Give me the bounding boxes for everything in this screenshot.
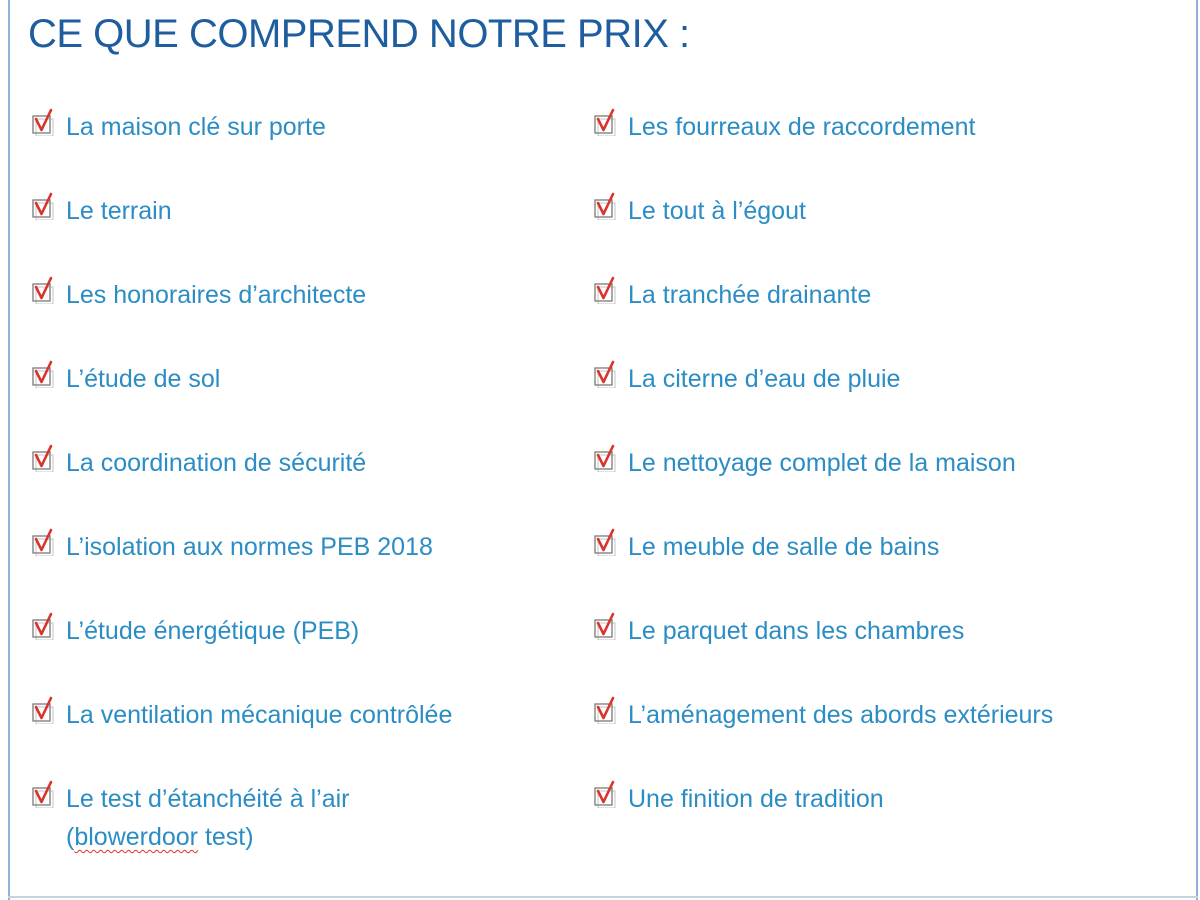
list-item: [592, 608, 1182, 692]
open-parenthesis: (: [66, 823, 75, 851]
checkmark-box-icon: [30, 108, 58, 136]
list-item-label: Le meuble de salle de bains: [628, 533, 940, 561]
checkmark-box-icon: [592, 192, 620, 220]
list-item: [30, 776, 570, 860]
list-item-label: Les fourreaux de raccordement: [628, 113, 976, 141]
list-item-label: L’isolation aux normes PEB 2018: [66, 533, 433, 561]
list-item: [592, 524, 1182, 608]
checkmark-box-icon: [592, 780, 620, 808]
list-item-label: [66, 780, 350, 856]
checkmark-box-icon: [30, 276, 58, 304]
list-item: [592, 104, 1182, 188]
checkmark-box-icon: [30, 444, 58, 472]
list-item: [30, 104, 570, 188]
list-item: [592, 356, 1182, 440]
checkmark-box-icon: [30, 696, 58, 724]
list-item: [592, 440, 1182, 524]
list-item: [30, 356, 570, 440]
slide-border-bottom: [8, 896, 1198, 898]
list-item: [30, 608, 570, 692]
list-item-label: L’aménagement des abords extérieurs: [628, 701, 1054, 729]
list-item: [592, 188, 1182, 272]
list-item-label-rest: test): [198, 823, 254, 851]
checkmark-box-icon: [592, 444, 620, 472]
right-column: [592, 104, 1182, 860]
list-item-label: La coordination de sécurité: [66, 449, 367, 477]
list-item: [30, 272, 570, 356]
list-item: [30, 440, 570, 524]
list-item-label: La ventilation mécanique contrôlée: [66, 701, 453, 729]
slide-border-right: [1196, 0, 1198, 900]
slide-border-left: [8, 0, 10, 900]
list-item-label: L’étude énergétique (PEB): [66, 617, 360, 645]
checkmark-box-icon: [30, 780, 58, 808]
left-column: [30, 104, 570, 860]
checkmark-box-icon: [30, 360, 58, 388]
checkmark-box-icon: [592, 696, 620, 724]
list-item: [592, 692, 1182, 776]
spellcheck-word: blowerdoor: [74, 823, 199, 851]
checkmark-box-icon: [30, 192, 58, 220]
list-item-label: Le terrain: [66, 197, 172, 225]
list-item: [592, 272, 1182, 356]
list-item-label: L’étude de sol: [66, 365, 221, 393]
list-item-label-continuation: [66, 818, 350, 856]
list-item-label: La maison clé sur porte: [66, 113, 326, 141]
checkmark-box-icon: [30, 528, 58, 556]
list-item: [30, 188, 570, 272]
checkmark-box-icon: [592, 612, 620, 640]
page-title: CE QUE COMPREND NOTRE PRIX :: [28, 12, 690, 56]
checkmark-box-icon: [30, 612, 58, 640]
list-item: [30, 692, 570, 776]
list-item: [592, 776, 1182, 860]
list-item-label: Les honoraires d’architecte: [66, 281, 367, 309]
list-item-label: Le parquet dans les chambres: [628, 617, 965, 645]
checkmark-box-icon: [592, 360, 620, 388]
list-item-label: Le nettoyage complet de la maison: [628, 449, 1016, 477]
list-item-label: Le tout à l’égout: [628, 197, 806, 225]
list-item-label: Une finition de tradition: [628, 785, 884, 813]
checkmark-box-icon: [592, 528, 620, 556]
list-item-label: La tranchée drainante: [628, 281, 872, 309]
list-item-label: La citerne d’eau de pluie: [628, 365, 901, 393]
checkmark-box-icon: [592, 108, 620, 136]
checkmark-box-icon: [592, 276, 620, 304]
list-item: [30, 524, 570, 608]
list-item-label-main: Le test d’étanchéité à l’air: [66, 785, 350, 813]
